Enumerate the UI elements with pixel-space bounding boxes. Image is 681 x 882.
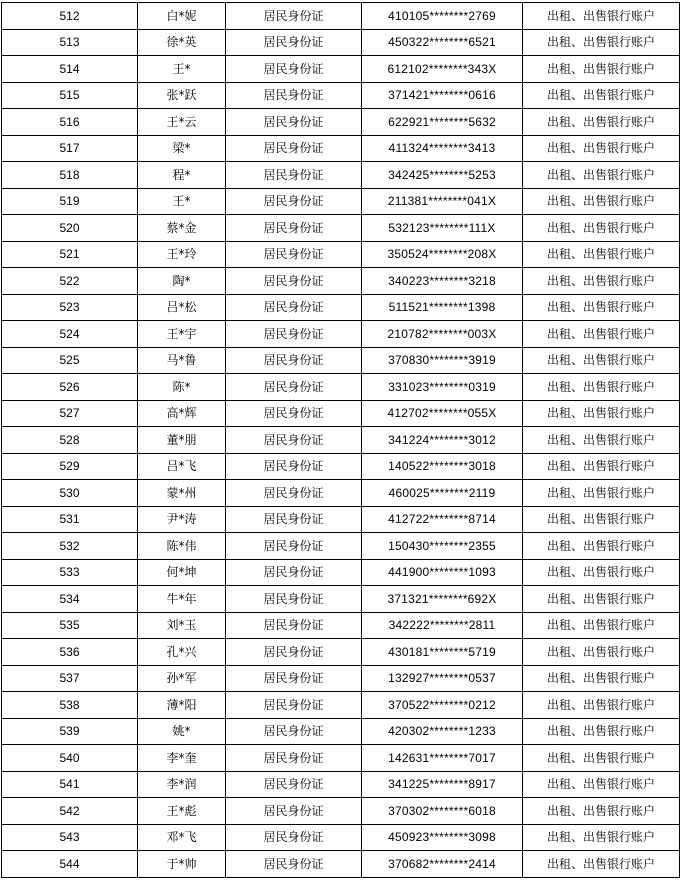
table-row xyxy=(2,215,680,242)
name-cell: 蔡*金 xyxy=(138,215,226,242)
id-number-cell: 622921********5632 xyxy=(362,109,523,136)
table-row xyxy=(2,3,680,30)
id-type-cell: 居民身份证 xyxy=(226,268,362,295)
id-number-cell: 370302********6018 xyxy=(362,798,523,825)
table-row xyxy=(2,135,680,162)
id-type-cell: 居民身份证 xyxy=(226,480,362,507)
id-type-cell: 居民身份证 xyxy=(226,533,362,560)
reason-cell: 出租、出售银行账户 xyxy=(523,347,680,374)
seq-cell: 537 xyxy=(2,665,138,692)
id-type-cell: 居民身份证 xyxy=(226,321,362,348)
seq-cell: 529 xyxy=(2,453,138,480)
id-number-cell: 350524********208X xyxy=(362,241,523,268)
name-cell: 牛*年 xyxy=(138,586,226,613)
seq-cell: 523 xyxy=(2,294,138,321)
reason-cell: 出租、出售银行账户 xyxy=(523,533,680,560)
id-type-cell: 居民身份证 xyxy=(226,400,362,427)
reason-cell: 出租、出售银行账户 xyxy=(523,135,680,162)
seq-cell: 512 xyxy=(2,3,138,30)
id-number-cell: 460025********2119 xyxy=(362,480,523,507)
table-row xyxy=(2,771,680,798)
id-number-cell: 511521********1398 xyxy=(362,294,523,321)
id-number-cell: 532123********111X xyxy=(362,215,523,242)
table-row xyxy=(2,559,680,586)
name-cell: 吕*飞 xyxy=(138,453,226,480)
id-number-cell: 342222********2811 xyxy=(362,612,523,639)
name-cell: 张*跃 xyxy=(138,82,226,109)
seq-cell: 543 xyxy=(2,824,138,851)
table-row xyxy=(2,294,680,321)
table-row xyxy=(2,718,680,745)
seq-cell: 539 xyxy=(2,718,138,745)
table-row xyxy=(2,109,680,136)
id-number-cell: 430181********5719 xyxy=(362,639,523,666)
reason-cell: 出租、出售银行账户 xyxy=(523,771,680,798)
reason-cell: 出租、出售银行账户 xyxy=(523,559,680,586)
name-cell: 姚* xyxy=(138,718,226,745)
table-row xyxy=(2,639,680,666)
seq-cell: 519 xyxy=(2,188,138,215)
name-cell: 梁* xyxy=(138,135,226,162)
name-cell: 何*坤 xyxy=(138,559,226,586)
id-type-cell: 居民身份证 xyxy=(226,135,362,162)
reason-cell: 出租、出售银行账户 xyxy=(523,215,680,242)
name-cell: 蒙*州 xyxy=(138,480,226,507)
seq-cell: 536 xyxy=(2,639,138,666)
id-number-cell: 370830********3919 xyxy=(362,347,523,374)
id-number-cell: 140522********3018 xyxy=(362,453,523,480)
reason-cell: 出租、出售银行账户 xyxy=(523,798,680,825)
seq-cell: 540 xyxy=(2,745,138,772)
table-row xyxy=(2,665,680,692)
reason-cell: 出租、出售银行账户 xyxy=(523,851,680,878)
table-row xyxy=(2,56,680,83)
id-number-cell: 210782********003X xyxy=(362,321,523,348)
records-table-body xyxy=(2,3,680,878)
id-type-cell: 居民身份证 xyxy=(226,215,362,242)
id-type-cell: 居民身份证 xyxy=(226,294,362,321)
reason-cell: 出租、出售银行账户 xyxy=(523,188,680,215)
reason-cell: 出租、出售银行账户 xyxy=(523,29,680,56)
reason-cell: 出租、出售银行账户 xyxy=(523,480,680,507)
seq-cell: 535 xyxy=(2,612,138,639)
table-row xyxy=(2,427,680,454)
seq-cell: 544 xyxy=(2,851,138,878)
reason-cell: 出租、出售银行账户 xyxy=(523,453,680,480)
id-number-cell: 371321********692X xyxy=(362,586,523,613)
id-type-cell: 居民身份证 xyxy=(226,506,362,533)
seq-cell: 514 xyxy=(2,56,138,83)
id-type-cell: 居民身份证 xyxy=(226,851,362,878)
id-number-cell: 412722********8714 xyxy=(362,506,523,533)
id-number-cell: 450322********6521 xyxy=(362,29,523,56)
reason-cell: 出租、出售银行账户 xyxy=(523,665,680,692)
table-row xyxy=(2,374,680,401)
seq-cell: 528 xyxy=(2,427,138,454)
name-cell: 孔*兴 xyxy=(138,639,226,666)
reason-cell: 出租、出售银行账户 xyxy=(523,56,680,83)
id-type-cell: 居民身份证 xyxy=(226,559,362,586)
name-cell: 于*帅 xyxy=(138,851,226,878)
id-number-cell: 612102********343X xyxy=(362,56,523,83)
seq-cell: 521 xyxy=(2,241,138,268)
id-number-cell: 341225********8917 xyxy=(362,771,523,798)
id-number-cell: 150430********2355 xyxy=(362,533,523,560)
name-cell: 刘*玉 xyxy=(138,612,226,639)
id-number-cell: 450923********3098 xyxy=(362,824,523,851)
name-cell: 陈*伟 xyxy=(138,533,226,560)
reason-cell: 出租、出售银行账户 xyxy=(523,506,680,533)
table-row xyxy=(2,453,680,480)
id-type-cell: 居民身份证 xyxy=(226,162,362,189)
table-row xyxy=(2,586,680,613)
reason-cell: 出租、出售银行账户 xyxy=(523,612,680,639)
id-type-cell: 居民身份证 xyxy=(226,612,362,639)
table-row xyxy=(2,506,680,533)
seq-cell: 534 xyxy=(2,586,138,613)
id-type-cell: 居民身份证 xyxy=(226,692,362,719)
table-row xyxy=(2,612,680,639)
id-number-cell: 331023********0319 xyxy=(362,374,523,401)
id-type-cell: 居民身份证 xyxy=(226,241,362,268)
id-type-cell: 居民身份证 xyxy=(226,745,362,772)
seq-cell: 516 xyxy=(2,109,138,136)
id-number-cell: 342425********5253 xyxy=(362,162,523,189)
name-cell: 王*彪 xyxy=(138,798,226,825)
reason-cell: 出租、出售银行账户 xyxy=(523,692,680,719)
table-row xyxy=(2,29,680,56)
table-row xyxy=(2,241,680,268)
table-row xyxy=(2,400,680,427)
name-cell: 李*润 xyxy=(138,771,226,798)
reason-cell: 出租、出售银行账户 xyxy=(523,639,680,666)
name-cell: 程* xyxy=(138,162,226,189)
id-number-cell: 411324********3413 xyxy=(362,135,523,162)
reason-cell: 出租、出售银行账户 xyxy=(523,824,680,851)
table-row xyxy=(2,82,680,109)
id-type-cell: 居民身份证 xyxy=(226,639,362,666)
reason-cell: 出租、出售银行账户 xyxy=(523,718,680,745)
id-type-cell: 居民身份证 xyxy=(226,718,362,745)
reason-cell: 出租、出售银行账户 xyxy=(523,162,680,189)
id-type-cell: 居民身份证 xyxy=(226,586,362,613)
table-row xyxy=(2,798,680,825)
seq-cell: 532 xyxy=(2,533,138,560)
id-number-cell: 370682********2414 xyxy=(362,851,523,878)
id-type-cell: 居民身份证 xyxy=(226,56,362,83)
id-type-cell: 居民身份证 xyxy=(226,427,362,454)
id-number-cell: 412702********055X xyxy=(362,400,523,427)
id-type-cell: 居民身份证 xyxy=(226,188,362,215)
name-cell: 吕*松 xyxy=(138,294,226,321)
seq-cell: 542 xyxy=(2,798,138,825)
name-cell: 尹*涛 xyxy=(138,506,226,533)
id-number-cell: 341224********3012 xyxy=(362,427,523,454)
seq-cell: 527 xyxy=(2,400,138,427)
seq-cell: 513 xyxy=(2,29,138,56)
seq-cell: 524 xyxy=(2,321,138,348)
id-number-cell: 211381********041X xyxy=(362,188,523,215)
table-row xyxy=(2,268,680,295)
id-type-cell: 居民身份证 xyxy=(226,374,362,401)
seq-cell: 522 xyxy=(2,268,138,295)
name-cell: 王*宇 xyxy=(138,321,226,348)
name-cell: 陈* xyxy=(138,374,226,401)
name-cell: 王* xyxy=(138,56,226,83)
name-cell: 薄*阳 xyxy=(138,692,226,719)
table-row xyxy=(2,824,680,851)
reason-cell: 出租、出售银行账户 xyxy=(523,374,680,401)
id-type-cell: 居民身份证 xyxy=(226,82,362,109)
table-row xyxy=(2,851,680,878)
table-row xyxy=(2,692,680,719)
name-cell: 徐*英 xyxy=(138,29,226,56)
id-type-cell: 居民身份证 xyxy=(226,824,362,851)
table-row xyxy=(2,480,680,507)
table-row xyxy=(2,162,680,189)
records-table xyxy=(1,2,680,878)
seq-cell: 538 xyxy=(2,692,138,719)
seq-cell: 525 xyxy=(2,347,138,374)
id-type-cell: 居民身份证 xyxy=(226,347,362,374)
name-cell: 董*朋 xyxy=(138,427,226,454)
id-number-cell: 441900********1093 xyxy=(362,559,523,586)
seq-cell: 526 xyxy=(2,374,138,401)
reason-cell: 出租、出售银行账户 xyxy=(523,400,680,427)
seq-cell: 515 xyxy=(2,82,138,109)
name-cell: 马*鲁 xyxy=(138,347,226,374)
reason-cell: 出租、出售银行账户 xyxy=(523,82,680,109)
name-cell: 白*妮 xyxy=(138,3,226,30)
reason-cell: 出租、出售银行账户 xyxy=(523,321,680,348)
table-row xyxy=(2,533,680,560)
reason-cell: 出租、出售银行账户 xyxy=(523,745,680,772)
id-number-cell: 371421********0616 xyxy=(362,82,523,109)
reason-cell: 出租、出售银行账户 xyxy=(523,586,680,613)
reason-cell: 出租、出售银行账户 xyxy=(523,109,680,136)
name-cell: 李*奎 xyxy=(138,745,226,772)
reason-cell: 出租、出售银行账户 xyxy=(523,294,680,321)
id-number-cell: 370522********0212 xyxy=(362,692,523,719)
name-cell: 高*辉 xyxy=(138,400,226,427)
name-cell: 王*云 xyxy=(138,109,226,136)
reason-cell: 出租、出售银行账户 xyxy=(523,3,680,30)
name-cell: 孙*军 xyxy=(138,665,226,692)
id-type-cell: 居民身份证 xyxy=(226,3,362,30)
name-cell: 陶* xyxy=(138,268,226,295)
table-row xyxy=(2,188,680,215)
id-type-cell: 居民身份证 xyxy=(226,29,362,56)
id-number-cell: 420302********1233 xyxy=(362,718,523,745)
id-number-cell: 340223********3218 xyxy=(362,268,523,295)
id-type-cell: 居民身份证 xyxy=(226,798,362,825)
seq-cell: 517 xyxy=(2,135,138,162)
seq-cell: 530 xyxy=(2,480,138,507)
reason-cell: 出租、出售银行账户 xyxy=(523,241,680,268)
seq-cell: 520 xyxy=(2,215,138,242)
name-cell: 邓*飞 xyxy=(138,824,226,851)
id-type-cell: 居民身份证 xyxy=(226,109,362,136)
id-number-cell: 132927********0537 xyxy=(362,665,523,692)
id-type-cell: 居民身份证 xyxy=(226,771,362,798)
name-cell: 王*玲 xyxy=(138,241,226,268)
id-number-cell: 142631********7017 xyxy=(362,745,523,772)
reason-cell: 出租、出售银行账户 xyxy=(523,268,680,295)
name-cell: 王* xyxy=(138,188,226,215)
table-row xyxy=(2,347,680,374)
seq-cell: 541 xyxy=(2,771,138,798)
seq-cell: 533 xyxy=(2,559,138,586)
id-number-cell: 410105********2769 xyxy=(362,3,523,30)
table-row xyxy=(2,321,680,348)
id-type-cell: 居民身份证 xyxy=(226,453,362,480)
id-type-cell: 居民身份证 xyxy=(226,665,362,692)
seq-cell: 518 xyxy=(2,162,138,189)
table-row xyxy=(2,745,680,772)
seq-cell: 531 xyxy=(2,506,138,533)
reason-cell: 出租、出售银行账户 xyxy=(523,427,680,454)
